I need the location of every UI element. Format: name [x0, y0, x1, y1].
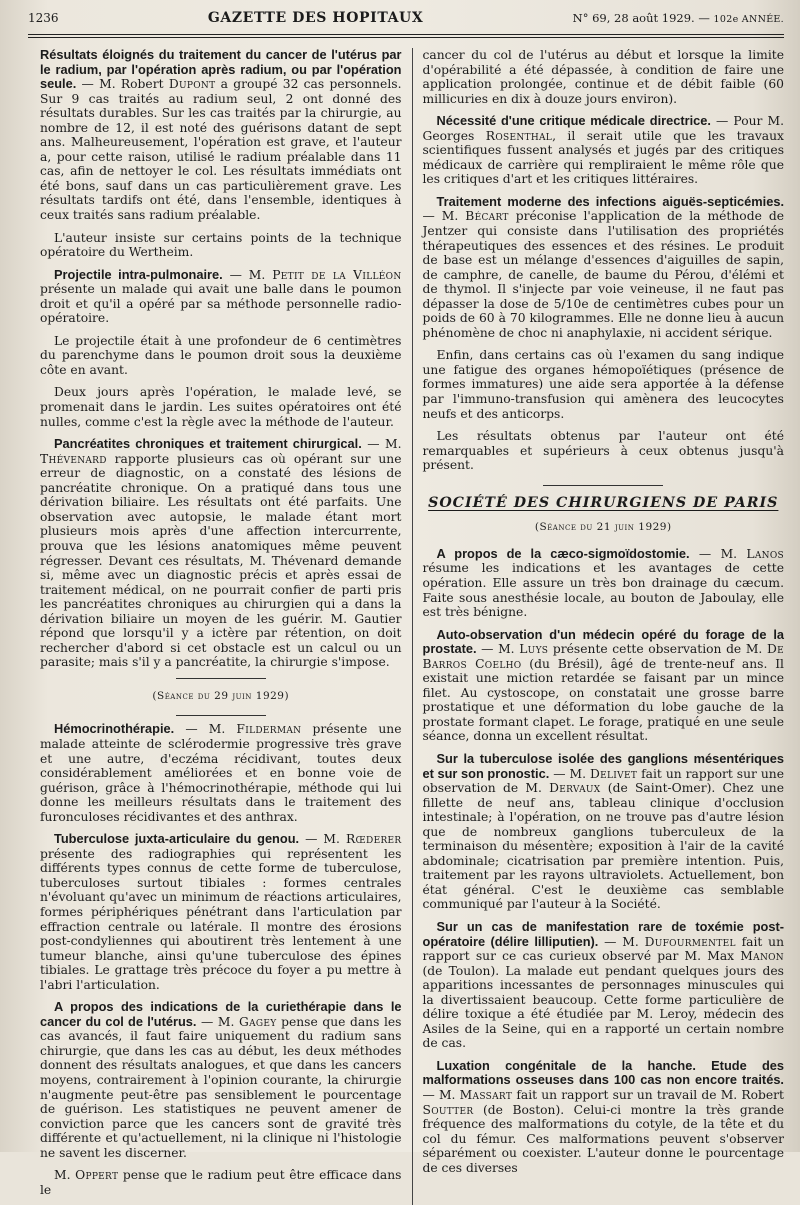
- page-header: [28, 10, 784, 34]
- paragraph: L'auteur insiste sur certains points de la technique opératoire du Wertheim.: [40, 230, 402, 260]
- author-name: Filderman: [236, 722, 302, 737]
- separator-rule: [543, 485, 663, 486]
- article-title: Projectile intra-pulmonaire.: [54, 266, 223, 282]
- issue-info: [573, 11, 784, 25]
- author-name: Soutter: [422, 1102, 474, 1117]
- journal-title: GAZETTE DES HOPITAUX: [207, 10, 424, 26]
- separator-rule: [176, 678, 266, 679]
- article-title: Tuberculose juxta-articulaire du genou.: [54, 831, 300, 847]
- author-name: Manon: [740, 949, 784, 964]
- society-heading: SOCIÉTÉ DES CHIRURGIENS DE PARIS: [428, 494, 779, 511]
- article-columns: [40, 47, 785, 1197]
- author-name: Delivet: [589, 766, 638, 781]
- article-hemocrinotherapie: Hémocrinothérapie. — M. Filderman présente une malade atteinte de sclérodermie progressive très grave et une autre, d'eczéma récidivant, toutes deux considérablement améliorées et en bonne voie de guérison, grâce à l'hémocrinothérapie, méthode qui lui donne les meilleurs résultats dans le traitement des furonculoses récidivantes et des anthrax.: [40, 721, 402, 824]
- author-name: Bécart: [465, 209, 509, 224]
- author-name: Gagey: [238, 1014, 277, 1029]
- article-pancreatites: Pancréatites chroniques et traitement chirurgical. — M. Thévenard rapporte plusieurs cas où opérant sur une erreur de diagnostic, on a constaté des lésions de pancréatite chronique. On a pratiqué dans tous une dérivation biliaire. Les résultats ont été parfaits. Une observation avec autopsie, le malade étant mort plusieurs mois après d'une affection intercurrente, prouva que les lésions anatomiques même peuvent régresser. Devant ces résultats, M. Thévenard demande si, même avec un diagnostic précis et après essai de traitement médical, on ne pourrait confier de parti pris les pancréatites chroniques au chirurgien qui a dans la dérivation biliaire un moyen de les guérir. M. Gautier répond que lorsqu'il y a ictère par rétention, on doit rechercher d'abord si cet obstacle est un calcul ou un parasite; mais s'il y a pancréatite, la chirurgie s'impose.: [40, 436, 402, 670]
- author-name: Dufourmentel: [644, 934, 736, 949]
- session-date: (Séance du 29 juin 1929): [152, 689, 290, 702]
- paragraph: M. Oppert pense que le radium peut être efficace dans le: [40, 1168, 402, 1197]
- author-name: Rœderer: [345, 832, 402, 847]
- article-title: Hémocrinothérapie.: [54, 721, 175, 737]
- article-title: Auto-observation d'un médecin opéré du forage de la prostate.: [422, 626, 784, 657]
- header-rule: [28, 34, 784, 38]
- author-name: Massart: [459, 1088, 513, 1102]
- article-projectile: Projectile intra-pulmonaire. — M. Petit de la Villéon présente un malade qui avait une balle dans le poumon droit et qu'il a opéré par sa méthode personnelle radio-opératoire.: [40, 266, 402, 326]
- article-ganglions-mesenteriques: Sur la tuberculose isolée des ganglions mésentériques et sur son pronostic. — M. Delivet fait un rapport sur une observation de M. Dervaux (de Saint-Omer). Chez une fillette de neuf ans, tableau clinique d'occlusion intestinale; à l'opération, on ne trouve pas d'autre lésion que de nombreux ganglions tuberculeux de la terminaison du mésentère; exposition à l'air de la cavité abdominale; cicatrisation par première intention. Puis, traitement par les rayons ultraviolets. Actuellement, bon état général. C'est le deuxième cas semblable communiqué par l'auteur à la Société.: [422, 750, 784, 912]
- article-title: A propos des indications de la curiethérapie dans le cancer du col de l'utérus.: [40, 999, 402, 1029]
- left-column: [40, 48, 402, 1205]
- article-title: Résultats éloignés du traitement du cancer de l'utérus par le radium, par l'opération après radium, ou par l'opération seule.: [40, 47, 402, 92]
- right-column: [423, 48, 785, 1205]
- author-name: De Barros Coelho: [422, 642, 784, 671]
- article-curietherapie: A propos des indications de la curiethérapie dans le cancer du col de l'utérus. — M. Gagey pense que dans les cas avancés, il faut faire uniquement du radium sans chirurgie, que dans les cas au début, les deux méthodes donnent des résultats analogues, et que dans les cancers moyens, contrairement à l'opinion courante, la chirurgie n'augmente peut-être pas sensiblement le pourcentage de guérison. Les statistiques ne peuvent amener de conviction parce que les cancers sont de gravité très différente et qu'actuellement, ni la clinique ni l'histologie ne savent les discerner.: [40, 999, 402, 1160]
- author-name: Dervaux: [549, 781, 601, 796]
- author-name: Dupont: [168, 77, 216, 92]
- paragraph: Le projectile était à une profondeur de 6 centimètres du parenchyme dans le poumon droit sous la deuxième côte en avant.: [40, 333, 402, 377]
- article-title: Nécessité d'une critique médicale directrice.: [436, 113, 711, 129]
- author-name: Rosenthal: [485, 128, 553, 143]
- article-title: A propos de la cæco-sigmoïdostomie.: [436, 545, 690, 561]
- article-caeco-sigmoidostomie: A propos de la cæco-sigmoïdostomie. — M. Lanos résume les indications et les avantages de cette opération. Elle assure un très bon drainage du cæcum. Faite sous anesthésie locale, au bouton de Jaboulay, elle est très bénigne.: [422, 545, 785, 620]
- session-date: (Séance du 21 juin 1929): [534, 521, 672, 534]
- article-critique-medicale: Nécessité d'une critique médicale directrice. — Pour M. Georges Rosenthal, il serait utile que les travaux scientifiques fussent analysés et jugés par des critiques médicaux de carrière qui rempliraient le même rôle que les critiques d'art et les critiques littéraires.: [422, 113, 784, 187]
- article-tuberculose-genou: Tuberculose juxta-articulaire du genou. — M. Rœderer présente des radiographies qui représentent les différents types connus de cette forme de tuberculose, tuberculoses surtout tibiales : formes centrales n'évoluant qu'avec un minimum de réactions articulaires, formes périphériques pénétrant dans l'articulation par effraction centrale ou latérale. Il montre des érosions post-condyliennes qui aboutirent très lentement à une tumeur blanche, ainsi qu'une tuberculose des épines tibiales. Le grattage très précoce du foyer a pu mettre à l'abri l'articulation.: [40, 831, 402, 992]
- page-number: 1236: [28, 11, 59, 25]
- author-name: Thévenard: [40, 451, 107, 466]
- author-name: Luys: [519, 642, 549, 657]
- article-forage-prostate: Auto-observation d'un médecin opéré du forage de la prostate. — M. Luys présente cette observation de M. De Barros Coelho (du Brésil), âgé de trente-neuf ans. Il existait une miction retardée se faisant par un mince filet. Au cystoscope, on constatait une grosse barre prostatique et une déformation du lobe gauche de la prostate formant clapet. Le forage, pratiqué en une seule séance, donna un excellent résultat.: [422, 626, 784, 744]
- paragraph: Les résultats obtenus par l'auteur ont été remarquables et supérieurs à ceux obtenus jusqu'à présent.: [422, 429, 784, 473]
- article-luxation-hanche: Luxation congénitale de la hanche. Etude des malformations osseuses dans 100 cas non encore traités. — M. Massart fait un rapport sur un travail de M. Robert Soutter (de Boston). Celui-ci montre la très grande fréquence des malformations du cotyle, de la tête et du col du fémur. Ces malformations peuvent s'observer séparément ou coexister. L'auteur donne le pourcentage de ces diverses: [422, 1057, 784, 1175]
- paragraph-continued: cancer du col de l'utérus au début et lorsque la limite d'opérabilité a été dépassée, à condition de faire une application prolongée, continue et de débit faible (60 millicuries en dix à douze jours environ).: [422, 48, 784, 106]
- author-name: Oppert: [75, 1168, 119, 1183]
- article-toxemie-postoperatoire: Sur un cas de manifestation rare de toxémie post-opératoire (délire lilliputien). — M. Dufourmentel fait un rapport sur ce cas curieux observé par M. Max Manon (de Toulon). La malade eut pendant quelques jours des apparitions incessantes de personnages minuscules qui la divertissaient beaucoup. Cette forme particulière de délire toxique a été étudiée par M. Leroy, médecin des Asiles de la Seine, qui en a rapporté un certain nombre de cas.: [422, 918, 785, 1051]
- article-title: Sur la tuberculose isolée des ganglions mésentériques et sur son pronostic.: [422, 750, 784, 781]
- paragraph: Enfin, dans certains cas où l'examen du sang indique une fatigue des organes hémopoïétiques (présence de formes immatures) une aide sera apportée à la défense par l'immuno-transfusion qui amènera des leucocytes neufs et des anticorps.: [422, 348, 784, 421]
- column-divider: [412, 48, 413, 1205]
- article-title: Pancréatites chroniques et traitement chirurgical.: [54, 436, 362, 452]
- issue-year: 102e ANNÉE.: [713, 14, 784, 25]
- article-infections-aigues: Traitement moderne des infections aiguës-septicémies.— M. Bécart préconise l'application de la méthode de Jentzer qui consiste dans l'utilisation des propriétés thérapeutiques des essences et des résines. Le produit de base est un mélange d'essences d'aiguilles de sapin, de camphre, de canelle, de baume du Pérou, d'élémi et de thymol. Il s'injecte par voie veineuse, il ne faut pas dépasser la dose de 5/10e de centimètres cubes pour un poids de 60 à 70 kilogrammes. Elle ne donne lieu à aucun phénomène de choc ni anaphylaxie, ni accident sérique.: [422, 193, 784, 340]
- separator-rule: [176, 715, 266, 716]
- article-title: Luxation congénitale de la hanche. Etude des malformations osseuses dans 100 cas non encore traités.: [422, 1057, 784, 1088]
- paragraph: Deux jours après l'opération, le malade levé, se promenait dans le jardin. Les suites opératoires ont été nulles, comme c'est la règle avec la méthode de l'auteur.: [40, 385, 402, 429]
- author-name: Lanos: [746, 546, 785, 561]
- issue-number-date: N° 69, 28 août 1929. —: [572, 11, 714, 25]
- article-title: Traitement moderne des infections aiguës-septicémies.: [436, 193, 784, 209]
- article-title: Sur un cas de manifestation rare de toxémie post-opératoire (délire lilliputien).: [422, 918, 784, 949]
- author-name: Petit de la Villéon: [272, 267, 402, 282]
- article-cancer-uterus: Résultats éloignés du traitement du cancer de l'utérus par le radium, par l'opération après radium, ou par l'opération seule. — M. Robert Dupont a groupé 32 cas personnels. Sur 9 cas traités au radium seul, 2 ont donné des résultats durables. Sur les cas traités par la chirurgie, au nombre de 12, il est noté des guérisons datant de sept ans. Malheureusement, l'opération est grave, et l'auteur a, pour cette raison, utilisé le radium préalable dans 11 cas, afin de nettoyer le col. Les résultats immédiats ont été bons, sauf dans un cas particulièrement grave. Les résultats tardifs ont été, dans l'ensemble, identiques à ceux traités sans radium préalable.: [40, 47, 402, 223]
